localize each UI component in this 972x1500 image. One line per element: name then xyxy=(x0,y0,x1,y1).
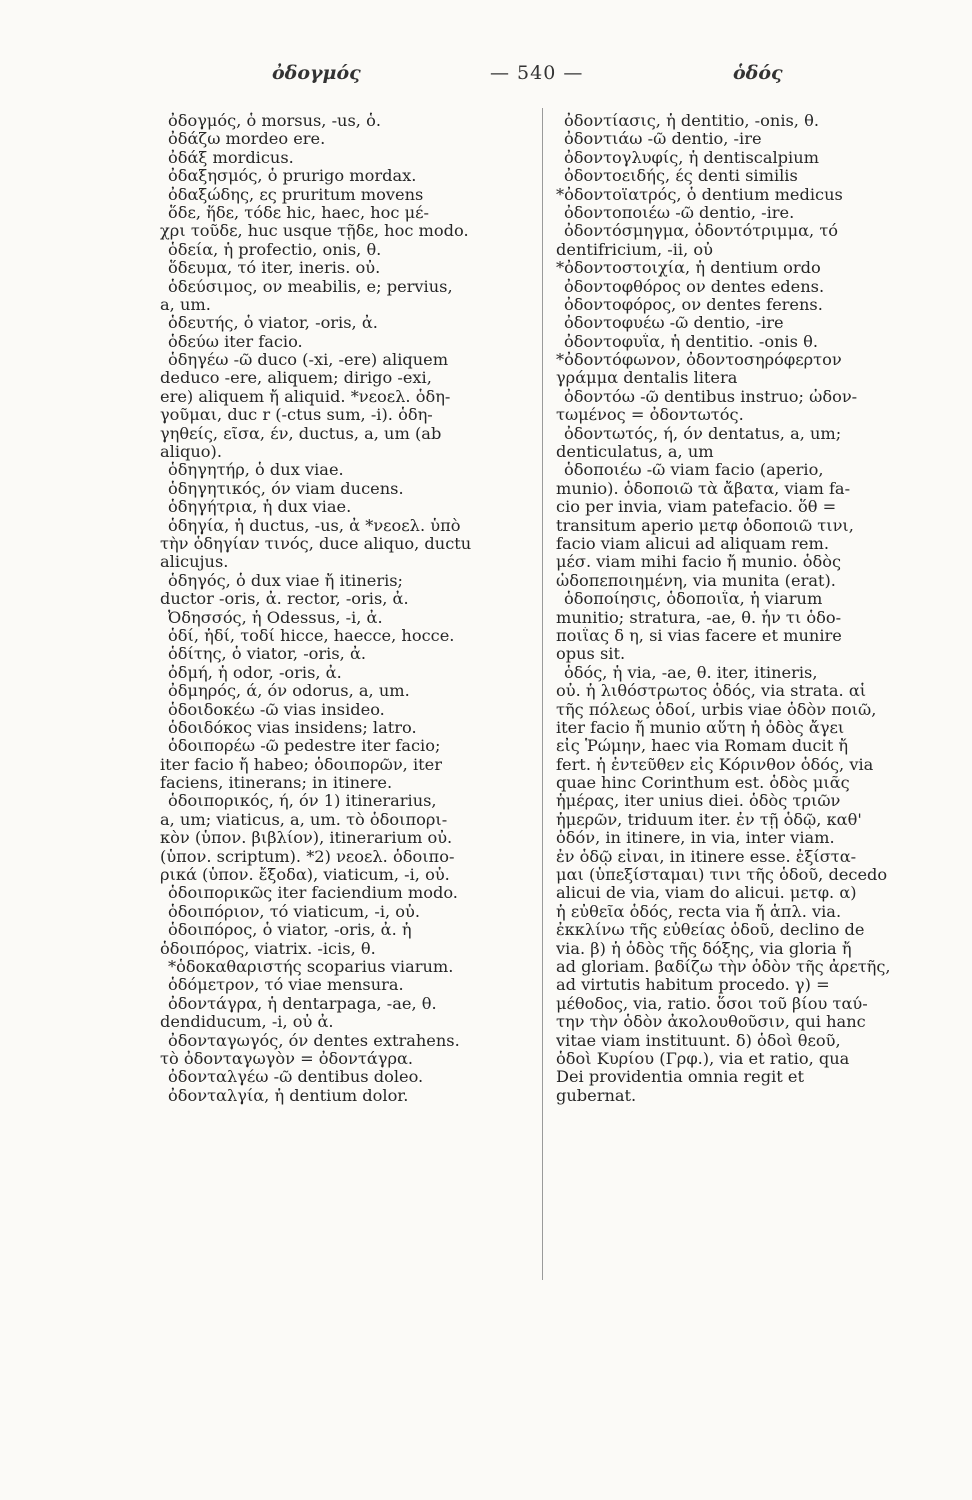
entry-continuation-line: ὁδοιπόρος, viatrix. -icis, θ. xyxy=(160,939,376,958)
dictionary-entry-line: ὁδός, ἡ via, -ae, θ. iter, itineris, xyxy=(564,663,818,682)
entry-continuation-line: μαι (ὑπεξίσταμαι) τινι τῆς ὁδοῦ, decedo xyxy=(556,866,888,885)
entry-continuation-line: dendiducum, -i, οὐ ἀ. xyxy=(160,1013,334,1032)
entry-continuation-line: vitae viam instituunt. δ) ὁδοὶ θεοῦ, xyxy=(556,1031,841,1050)
entry-continuation-line: a, um. xyxy=(160,295,211,314)
right-column xyxy=(556,112,934,1105)
entry-continuation-line: *ὀδοντοστοιχία, ἡ dentium ordo xyxy=(556,259,821,278)
entry-continuation-line: (ὑπον. scriptum). *2) νεοελ. ὁδοιπο- xyxy=(160,847,455,866)
dictionary-entry-line: ὁδοιπορέω -ῶ pedestre iter facio; xyxy=(168,737,441,756)
entry-continuation-line: γοῦμαι, duc r (-ctus sum, -i). ὁδη- xyxy=(160,406,433,425)
dictionary-entry-line: ὀδάξ mordicus. xyxy=(168,148,294,167)
entry-continuation-line: *ὀδοντόφωνον, ὀδοντοσηρόφερτον xyxy=(556,351,842,370)
entry-continuation-line: ere) aliquem ἤ aliquid. *νεοελ. ὁδη- xyxy=(160,387,451,406)
entry-continuation-line: Dei providentia omnia regit et xyxy=(556,1068,804,1087)
entry-continuation-line: ὡδοπεποιημένη, via munita (erat). xyxy=(556,571,836,590)
entry-continuation-line: γράμμα dentalis litera xyxy=(556,369,738,388)
entry-continuation-line: τωμένος = ὀδοντωτός. xyxy=(556,406,744,425)
entry-continuation-line: fert. ἡ ἐντεῦθεν εἰς Κόρινθον ὁδός, via xyxy=(556,755,874,774)
dictionary-entry-line: ὀδοντιάω -ῶ dentio, -ire xyxy=(564,130,762,149)
dictionary-entry-line: ὀδοντάγρα, ἡ dentarpaga, -ae, θ. xyxy=(168,994,437,1013)
entry-continuation-line: τὴν ὁδηγίαν τινός, duce aliquo, ductu xyxy=(160,534,472,553)
entry-continuation-line: ἡμέρας, iter unius diei. ὁδὸς τριῶν xyxy=(556,792,841,811)
dictionary-entry-line: ὁδηγητήρ, ὁ dux viae. xyxy=(168,461,344,480)
dictionary-entry-line: ὁδεύω iter facio. xyxy=(168,332,303,351)
dictionary-entry-line: ὁδοιπόρος, ὁ viator, -oris, ἀ. ἡ xyxy=(168,921,412,940)
entry-continuation-line: χρι τοῦδε, huc usque τῇδε, hoc modo. xyxy=(160,222,469,241)
entry-continuation-line: ad gloriam. βαδίζω τὴν ὁδὸν τῆς ἀρετῆς, xyxy=(556,957,891,976)
dictionary-entry-line: ὁδοιπόριον, τό viaticum, -i, οὐ. xyxy=(168,902,421,921)
dictionary-entry-line: ὁδί, ἡδί, τοδί hicce, haecce, hocce. xyxy=(168,626,455,645)
dictionary-entry-line: ὁδηγός, ὁ dux viae ἤ itineris; xyxy=(168,571,404,590)
entry-continuation-line: ἐκκλίνω τῆς εὐθείας ὁδοῦ, declino de xyxy=(556,921,865,940)
entry-continuation-line: alicujus. xyxy=(160,553,229,572)
entry-continuation-line: alicui de via, viam do alicui. μετφ. α) xyxy=(556,884,857,903)
entry-continuation-line: deduco -ere, aliquem; dirigo -exi, xyxy=(160,369,432,388)
dictionary-entry-line: ὁδόμετρον, τό viae mensura. xyxy=(168,976,404,995)
dictionary-entry-line: ὀδμηρός, ά, όν odorus, a, um. xyxy=(168,682,410,701)
dictionary-entry-line: ὀδονταγωγός, όν dentes extrahens. xyxy=(168,1031,460,1050)
entry-continuation-line: munitio; stratura, -ae, θ. ἦν τι ὁδο- xyxy=(556,608,842,627)
dictionary-entry-line: ὁδηγία, ἡ ductus, -us, ἀ *νεοελ. ὑπὸ xyxy=(168,516,461,535)
page-number: — 540 — xyxy=(490,62,584,84)
dictionary-entry-line: ὁδευτής, ὁ viator, -oris, ἀ. xyxy=(168,314,378,333)
dictionary-entry-line: ὁδηγήτρια, ἡ dux viae. xyxy=(168,498,352,517)
entry-continuation-line: κὸν (ὑπον. βιβλίον), itinerarium οὐ. xyxy=(160,829,453,848)
dictionary-entry-line: ὀδαξώδης, ες pruritum movens xyxy=(168,185,424,204)
entry-continuation-line: τῆς πόλεως ὁδοί, urbis viae ὁδὸν ποιῶ, xyxy=(556,700,877,719)
entry-continuation-line: ὁδόν, in itinere, in via, inter viam. xyxy=(556,829,835,848)
dictionary-entry-line: ὁδοιδόκος vias insidens; latro. xyxy=(168,718,417,737)
dictionary-entry-line: ὀδοντοποιέω -ῶ dentio, -ire. xyxy=(564,203,795,222)
dictionary-entry-line: ὀδογμός, ὁ morsus, -us, ὁ. xyxy=(168,112,381,130)
dictionary-entry-line: ὁδοποιέω -ῶ viam facio (aperio, xyxy=(564,461,824,480)
dictionary-entry-line: ὁδοιδοκέω -ῶ vias insideo. xyxy=(168,700,385,719)
dictionary-entry-line: ὅδευμα, τό iter, ineris. οὐ. xyxy=(168,259,381,278)
dictionary-entry-line: ὁδοποίησις, ὁδοποιΐα, ἡ viarum xyxy=(564,590,823,609)
column-divider xyxy=(542,108,543,1280)
entry-continuation-line: cio per invia, viam patefacio. ὅθ = xyxy=(556,498,837,517)
dictionary-entry-line: ὁδεία, ἡ profectio, onis, θ. xyxy=(168,240,382,259)
page-header xyxy=(0,62,972,92)
dictionary-entry-line: ὀδοντοφθόρος ον dentes edens. xyxy=(564,277,825,296)
entry-continuation-line: ποιΐας δ η, si vias facere et munire xyxy=(556,626,842,645)
entry-continuation-line: ἡμερῶν, triduum iter. ἐν τῇ ὁδῷ, καθ' xyxy=(556,810,862,829)
entry-continuation-line: ad virtutis habitum procedo. γ) = xyxy=(556,976,830,995)
dictionary-entry-line: ὅδε, ἥδε, τόδε hic, haec, hoc μέ- xyxy=(168,203,429,222)
dictionary-entry-line: ὀδάζω mordeo ere. xyxy=(168,130,326,149)
dictionary-entry-line: ὁδεύσιμος, ον meabilis, e; pervius, xyxy=(168,277,453,296)
dictionary-entry-line: ὁδίτης, ὁ viator, -oris, ἀ. xyxy=(168,645,367,664)
entry-continuation-line: οὐ. ἡ λιθόστρωτος ὁδός, via strata. αἱ xyxy=(556,682,867,701)
dictionary-entry-line: ὀδοντωτός, ή, όν dentatus, a, um; xyxy=(564,424,842,443)
entry-continuation-line: γηθείς, εῖσα, έν, ductus, a, um (ab xyxy=(160,424,442,443)
dictionary-entry-line: ὀδοντόω -ῶ dentibus instruo; ὠδον- xyxy=(564,387,858,406)
entry-continuation-line: iter facio ἤ habeo; ὁδοιπορῶν, iter xyxy=(160,755,442,774)
dictionary-entry-line: ὁδηγητικός, όν viam ducens. xyxy=(168,479,404,498)
dictionary-entry-line: ὁδοιπορικῶς iter faciendium modo. xyxy=(168,884,458,903)
entry-continuation-line: εἰς Ῥώμην, haec via Romam ducit ἤ xyxy=(556,737,849,756)
entry-continuation-line: quae hinc Corinthum est. ὁδὸς μιᾶς xyxy=(556,774,850,793)
dictionary-entry-line: ὀδοντοειδής, ές denti similis xyxy=(564,167,798,186)
entry-continuation-line: transitum aperio μετφ ὁδοποιῶ τινι, xyxy=(556,516,854,535)
dictionary-entry-line: ὀδαξησμός, ὁ prurigo mordax. xyxy=(168,167,417,186)
entry-continuation-line: μέθοδος, via, ratio. ὅσοι τοῦ βίου ταύ- xyxy=(556,994,868,1013)
dictionary-entry-line: ὀδμή, ἡ odor, -oris, ἀ. xyxy=(168,663,342,682)
dictionary-entry-line: ὀδοντογλυφίς, ἡ dentiscalpium xyxy=(564,148,820,167)
entry-continuation-line: opus sit. xyxy=(556,645,626,664)
left-column xyxy=(160,112,532,1105)
entry-continuation-line: ὁδοὶ Κυρίου (Γρφ.), via et ratio, qua xyxy=(556,1049,850,1068)
entry-continuation-line: την τὴν ὁδὸν ἀκολουθοῦσιν, qui hanc xyxy=(556,1013,866,1032)
dictionary-entry-line: ὀδονταλγία, ἡ dentium dolor. xyxy=(168,1086,409,1105)
entry-continuation-line: ἡ εὐθεῖα ὁδός, recta via ἤ ἁπλ. via. xyxy=(556,902,842,921)
entry-continuation-line: gubernat. xyxy=(556,1086,637,1105)
dictionary-entry-line: ὀδοντίασις, ἡ dentitio, -onis, θ. xyxy=(564,112,819,130)
dictionary-entry-line: ὀδοντοφυΐα, ἡ dentitio. -onis θ. xyxy=(564,332,819,351)
dictionary-entry-line: ὀδοντοφυέω -ῶ dentio, -ire xyxy=(564,314,784,333)
dictionary-entry-line: *ὁδοκαθαριστής scoparius viarum. xyxy=(168,957,454,976)
entry-continuation-line: denticulatus, a, um xyxy=(556,443,714,462)
entry-continuation-line: dentifricium, -ii, οὐ xyxy=(556,240,713,259)
entry-continuation-line: aliquo). xyxy=(160,443,222,462)
entry-continuation-line: *ὀδοντοϊατρός, ὁ dentium medicus xyxy=(556,185,843,204)
header-right-catchword: ὁδός xyxy=(733,62,783,84)
dictionary-entry-line: ὀδοντόσμηγμα, ὀδοντότριμμα, τό xyxy=(564,222,839,241)
dictionary-entry-line: Ὀδησσός, ἡ Odessus, -i, ἀ. xyxy=(168,608,383,627)
entry-continuation-line: via. β) ἡ ὁδὸς τῆς δόξης, via gloria ἤ xyxy=(556,939,852,958)
entry-continuation-line: facio viam alicui ad aliquam rem. xyxy=(556,534,829,553)
header-left-catchword: ὀδογμός xyxy=(272,62,361,84)
entry-continuation-line: ἐν ὁδῷ εἶναι, in itinere esse. ἐξίστα- xyxy=(556,847,857,866)
dictionary-entry-line: ὁδηγέω -ῶ duco (-xi, -ere) aliquem xyxy=(168,351,449,370)
entry-continuation-line: ductor -oris, ἀ. rector, -oris, ἀ. xyxy=(160,590,409,609)
entry-continuation-line: μέσ. viam mihi facio ἤ munio. ὁδὸς xyxy=(556,553,842,572)
entry-continuation-line: munio). ὁδοποιῶ τὰ ἄβατα, viam fa- xyxy=(556,479,851,498)
entry-continuation-line: τὸ ὀδονταγωγὸν = ὀδοντάγρα. xyxy=(160,1049,414,1068)
dictionary-entry-line: ὀδονταλγέω -ῶ dentibus doleo. xyxy=(168,1068,424,1087)
dictionary-entry-line: ὁδοιπορικός, ή, όν 1) itinerarius, xyxy=(168,792,437,811)
entry-continuation-line: ρικά (ὑπον. ἔξοδα), viaticum, -i, οὐ. xyxy=(160,866,450,885)
entry-continuation-line: a, um; viaticus, a, um. τὸ ὁδοιπορι- xyxy=(160,810,448,829)
dictionary-entry-line: ὀδοντοφόρος, ον dentes ferens. xyxy=(564,295,823,314)
entry-continuation-line: iter facio ἤ munio αὕτη ἡ ὁδὸς ἄγει xyxy=(556,718,845,737)
entry-continuation-line: faciens, itinerans; in itinere. xyxy=(160,774,393,793)
